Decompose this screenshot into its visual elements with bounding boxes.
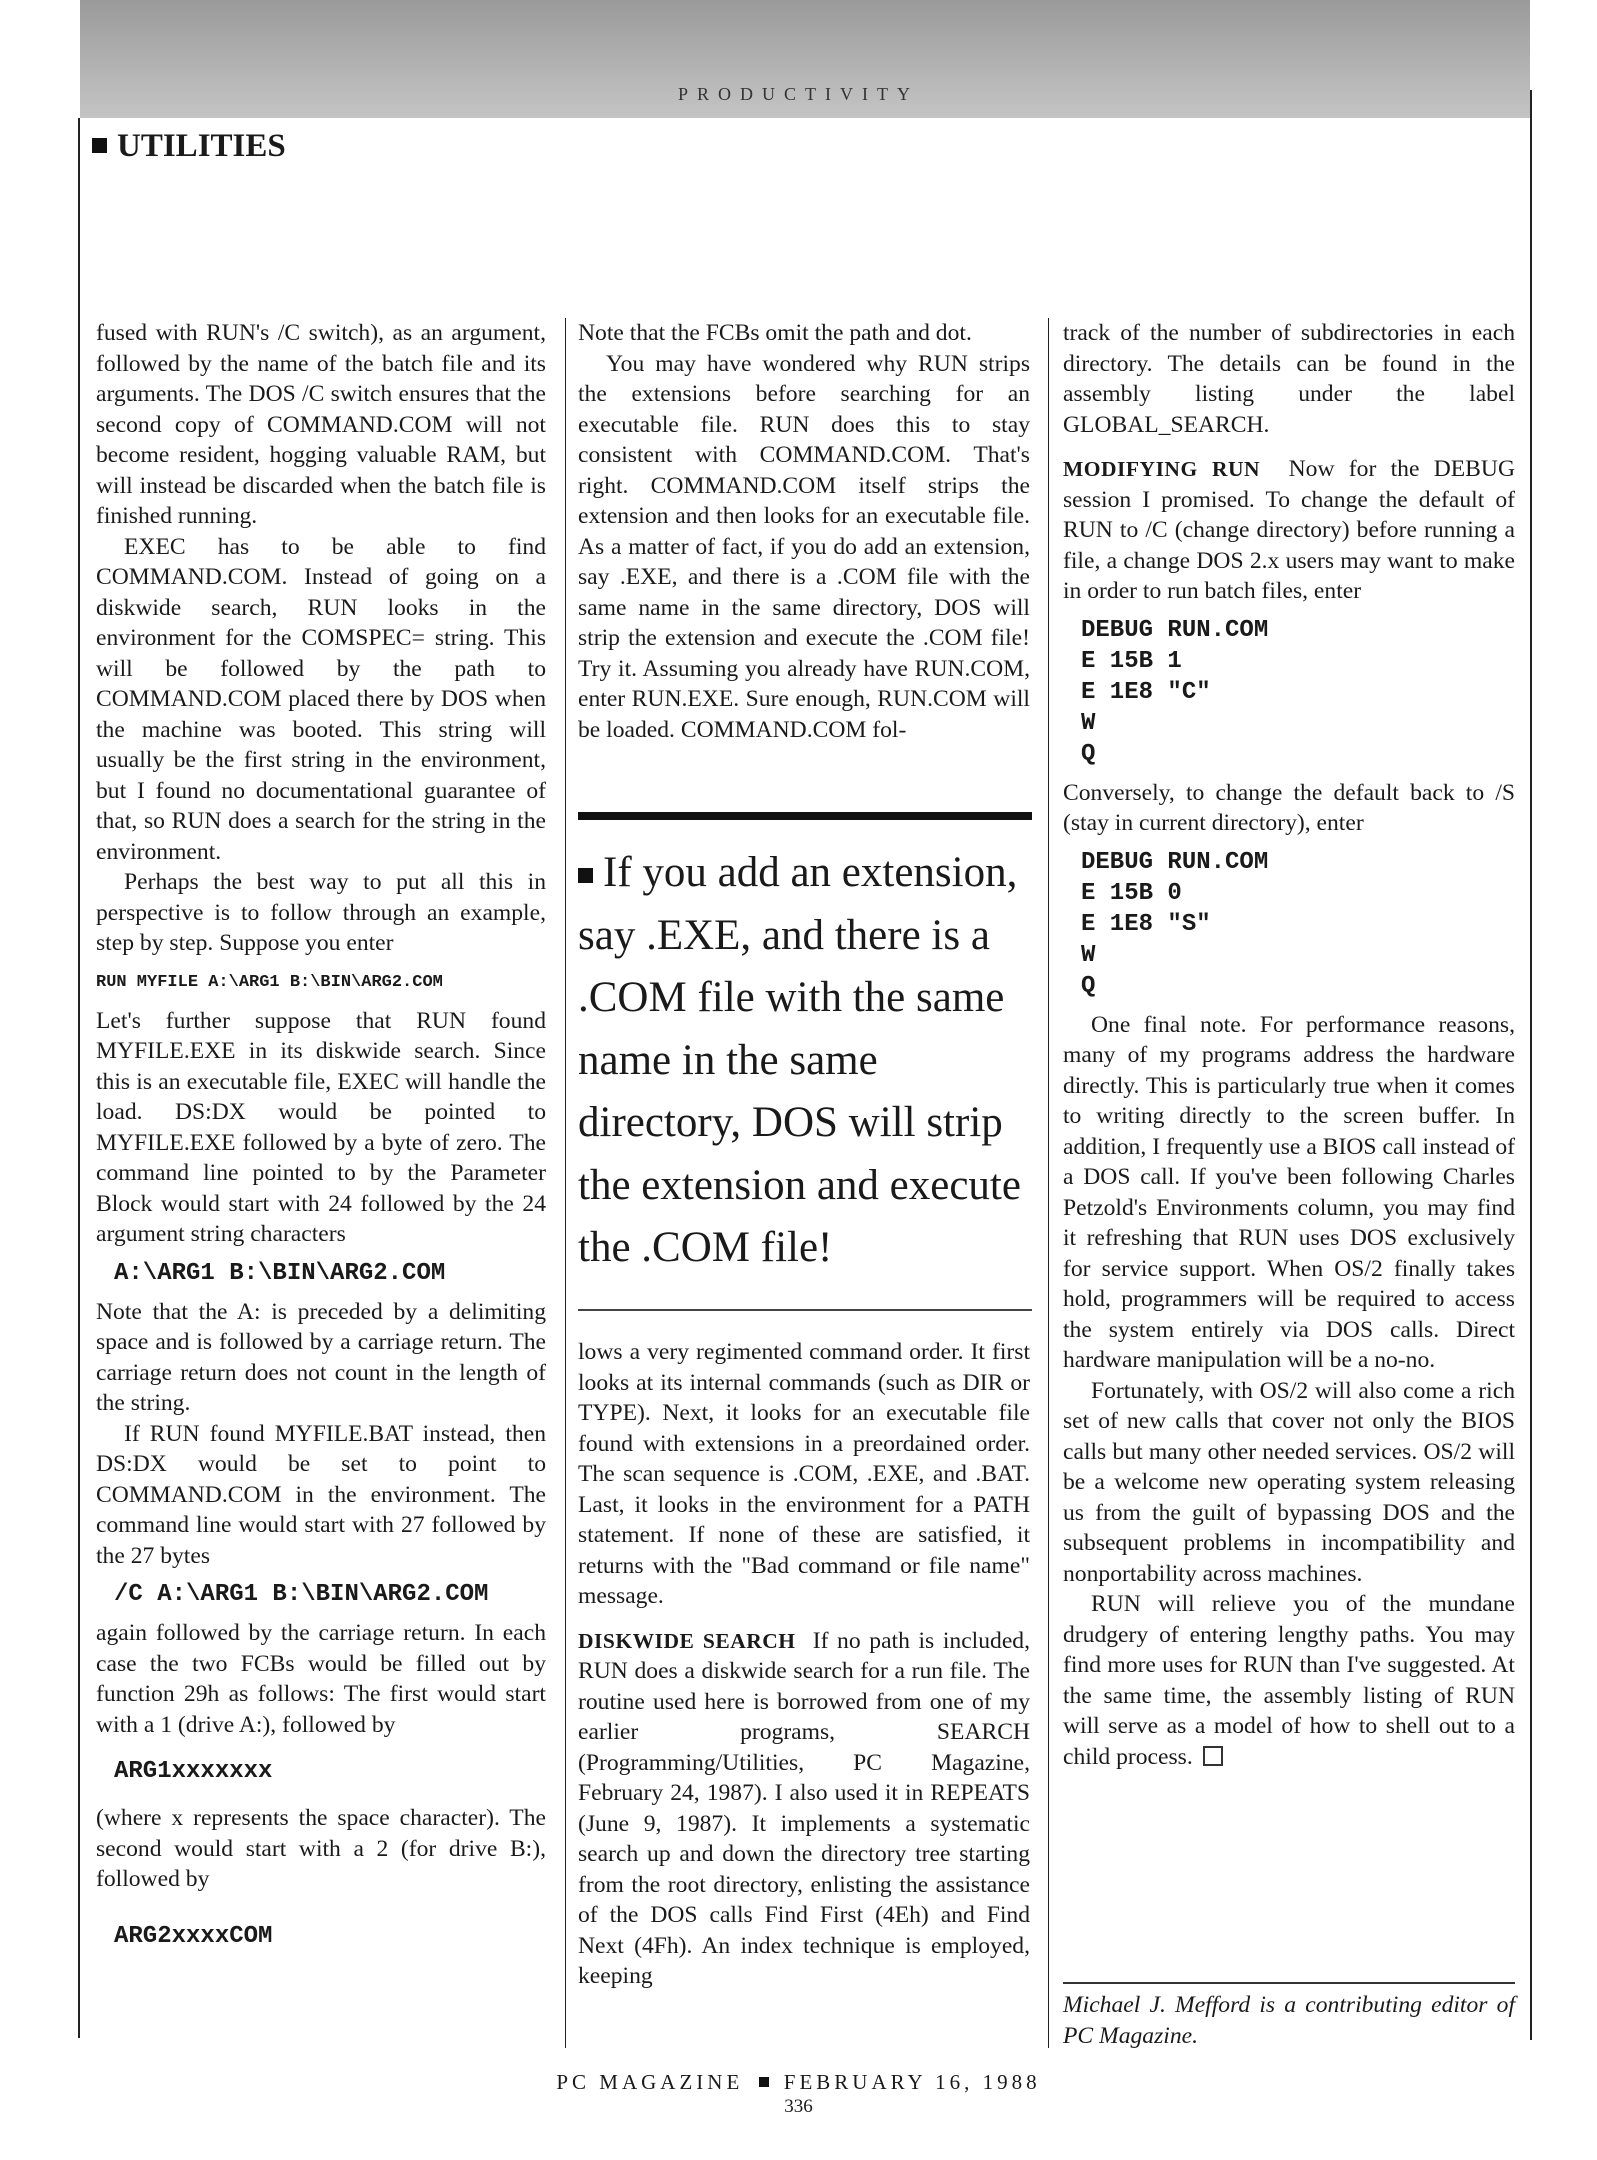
left-border-rule [78,118,80,2038]
column-2 [578,318,1030,745]
footer: PC MAGAZINE FEBRUARY 16, 1988 [556,2070,1041,2094]
code-arg-string: A:\ARG1 B:\BIN\ARG2.COM [114,1259,446,1287]
col3-paragraph-5: Fortunately, with OS/2 will also come a rich set of new calls that cover not only the BIOS calls but many other needed services. OS/2 will be a welcome new operating system releasing us from the guilt of bypassing DOS and the subsequent problems in incompatibility and nonportability across machines. [1063,1377,1515,1587]
col3-paragraph-1: track of the number of subdirectories in each directory. The details can be found in the assembly listing under the label GLOBAL_SEARCH. [1063,320,1515,438]
col1-paragraph-6: If RUN found MYFILE.BAT instead, then DS:DX would be set to point to COMMAND.COM in the environment. The command line would start with 27 followed by the 27 bytes [96,1420,546,1569]
col2-paragraph-2: You may have wondered why RUN strips the extensions before searching for an executable file. RUN does this to stay consistent with COMMAND.COM. That's right. COMMAND.COM itself strips the extension and then looks for an executable file. As a matter of fact, if you do add an extension, say .EXE, and there is a .COM file with the same name in the same directory, DOS will strip the extension and execute the .COM file! Try it. Assuming you already have RUN.COM, enter RUN.EXE. Sure enough, RUN.COM will be loaded. COMMAND.COM fol- [578,350,1030,743]
column-1 [96,318,546,1960]
bio-rule [1063,1982,1515,1984]
author-bio: Michael J. Mefford is a contributing editor of PC Magazine. [1063,1992,1515,2049]
col1-paragraph-4: Let's further suppose that RUN found MYFILE.EXE in its diskwide search. Since this is an executable file, EXEC will handle the load. DS:DX would be pointed to MYFILE.EXE followed by a byte of zero. The command line pointed to by the Parameter Block would start with 24 followed by the 24 argument string characters [96,1007,546,1247]
col1-paragraph-3: Perhaps the best way to put all this in perspective is to follow through an example, step by step. Suppose you enter [96,869,546,956]
col3-paragraph-6: RUN will relieve you of the mundane drudgery of entering lengthy paths. You may find more uses for RUN than I've suggested. At the same time, the assembly listing of RUN will serve as a model of how to shell out to a child process. [1063,1591,1515,1770]
end-mark-icon [1203,1746,1223,1766]
pullquote-top-rule [578,812,1032,820]
col2-paragraph-3: lows a very regimented command order. It first looks at its internal commands (such as DIR or TYPE). Next, it looks for an executable file found with extensions in a preordained order. The scan sequence is .COM, .EXE, and .BAT. Last, it looks in the environment for a PATH statement. If none of these are satisfied, it returns with the "Bad command or file name" message. [578,1339,1030,1609]
col1-paragraph-2: EXEC has to be able to find COMMAND.COM. Instead of going on a diskwide search, RUN looks in the environment for the COMSPEC= string. This will be followed by the path to COMMAND.COM placed there by DOS when the machine was booted. This string will usually be the first string in the environment, but I found no documentational guarantee of that, so RUN does a search for the string in the environment. [96,533,546,865]
code-run-command: RUN MYFILE A:\ARG1 B:\BIN\ARG2.COM [96,972,443,992]
col3-paragraph-2: MODIFYING RUN Now for the DEBUG session I promised. To change the default of RUN to /C (change directory) before running a file, a change DOS 2.x users may want to make in order to run batch files, enter [1063,456,1515,604]
page-number: 336 [784,2096,813,2117]
code-c-arg-string: /C A:\ARG1 B:\BIN\ARG2.COM [114,1581,489,1608]
department-heading: UTILITIES [92,128,286,165]
pullquote: If you add an extension, say .EXE, and there is a .COM file with the same name in the same directory, DOS will strip the extension and execute the .COM file! [578,849,1021,1271]
col2-paragraph-4: DISKWIDE SEARCH If no path is included, RUN does a diskwide search for a run file. The routine used here is borrowed from one of my earlier programs, SEARCH (Programming/Utilities, PC Magazine, February 24, 1987). I also used it in REPEATS (June 9, 1987). It implements a systematic search up and down the directory tree starting from the root directory, enlisting the assistance of the DOS calls Find First (4Eh) and Find Next (4Fh). An index technique is employed, keeping [578,1627,1030,1989]
column-3 [1063,318,1515,1772]
col1-paragraph-7: again followed by the carriage return. In each case the two FCBs would be filled out by function 29h as follows: The first would start with a 1 (drive A:), followed by [96,1620,546,1738]
section-label: PRODUCTIVITY [678,84,919,104]
code-fcb-1: ARG1xxxxxxx [114,1758,273,1785]
col3-paragraph-4: One final note. For performance reasons, many of my programs address the hardware directly. This is particularly true when it comes to writing directly to the screen buffer. In addition, I frequently use a BIOS call instead of a DOS call. If you've been following Charles Petzold's Environments column, you may find it refreshing that RUN uses DOS exclusively for service support. When OS/2 finally takes hold, programmers will be required to access the system entirely via DOS calls. Direct hardware manipulation will be a no-no. [1063,1011,1515,1373]
modifying-run-heading: MODIFYING RUN [1063,457,1261,481]
diskwide-search-heading: DISKWIDE SEARCH [578,1628,796,1653]
code-fcb-2: ARG2xxxxCOM [114,1922,273,1950]
col1-paragraph-5: Note that the A: is preceded by a delimiting space and is followed by a carriage return. The carriage return does not count in the length of the string. [96,1298,546,1416]
col1-paragraph-8: (where x represents the space character). The second would start with a 2 (for drive B:), followed by [96,1805,546,1892]
col1-paragraph-1: fused with RUN's /C switch), as an argument, followed by the name of the batch file and its arguments. The DOS /C switch ensures that the second copy of COMMAND.COM will not become resident, hogging valuable RAM, but will instead be discarded when the batch file is finished running. [96,320,546,529]
code-debug-c: DEBUG RUN.COM E 15B 1 E 1E8 "C" W Q [1081,616,1269,768]
code-debug-s: DEBUG RUN.COM E 15B 0 E 1E8 "S" W Q [1081,848,1269,1000]
col3-paragraph-3: Conversely, to change the default back to /S (stay in current directory), enter [1063,779,1515,836]
pullquote-bottom-rule [578,1309,1032,1311]
pullquote-bullet-icon [578,868,593,883]
bullet-square-icon [92,138,107,153]
right-border-rule [1530,90,1532,2040]
column-rule-2 [1048,318,1049,2048]
column-2-continued [578,1337,1030,1992]
column-rule-1 [565,318,566,2048]
footer-bullet-icon [759,2077,769,2087]
col2-paragraph-1: Note that the FCBs omit the path and dot. [578,320,972,346]
